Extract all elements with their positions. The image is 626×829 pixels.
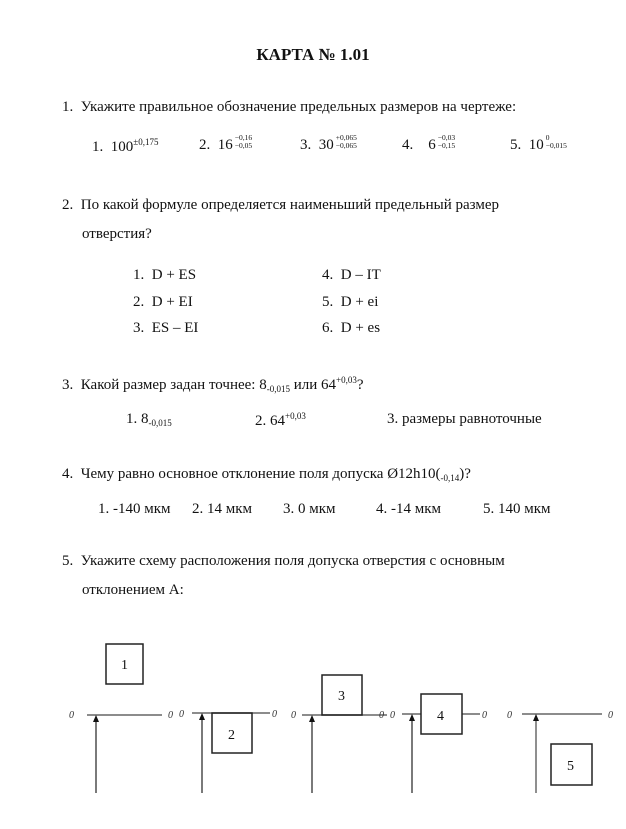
option-text: D + EI bbox=[151, 294, 193, 310]
q4-option-5[interactable]: 5. 140 мкм bbox=[483, 501, 551, 517]
diagram-label: 2 bbox=[228, 728, 235, 743]
upper-deviation: −0,03 bbox=[437, 132, 456, 142]
option-number: 1. bbox=[133, 267, 145, 283]
option-number: 1. bbox=[92, 139, 104, 155]
diagram-label: 1 bbox=[121, 658, 128, 673]
upper-deviation: +0,03 bbox=[336, 375, 357, 385]
zero-line-label: 0 bbox=[69, 710, 74, 721]
option-text: D + ei bbox=[340, 294, 379, 310]
question-text: )? bbox=[459, 466, 471, 482]
tolerance-symmetric: ±0,175 bbox=[133, 137, 159, 147]
option-base: 16 bbox=[217, 137, 233, 153]
zero-line-label: 0 bbox=[482, 710, 487, 721]
diagram-option-5[interactable] bbox=[507, 710, 613, 793]
upper-deviation: −0,16 bbox=[234, 132, 253, 142]
lower-deviation: -0,015 bbox=[148, 418, 172, 428]
diagram-label: 5 bbox=[567, 759, 574, 774]
card-title: КАРТА № 1.01 bbox=[256, 45, 370, 64]
arrowhead-icon bbox=[93, 715, 99, 722]
upper-deviation: +0,03 bbox=[285, 411, 306, 421]
question-number: 3. bbox=[62, 377, 74, 393]
q4-option-4[interactable]: 4. -14 мкм bbox=[376, 501, 442, 517]
option-base: 30 bbox=[318, 137, 334, 153]
option-number: 5. bbox=[322, 294, 334, 310]
diagram-label: 4 bbox=[437, 709, 444, 724]
q4-option-3[interactable]: 3. 0 мкм bbox=[283, 501, 336, 517]
arrowhead-icon bbox=[199, 713, 205, 720]
question-number: 4. bbox=[62, 466, 74, 482]
zero-line-label: 0 bbox=[168, 710, 173, 721]
zero-line-label: 0 bbox=[507, 710, 512, 721]
option-number: 2. bbox=[199, 137, 211, 153]
question-text: или 64 bbox=[289, 377, 337, 393]
option-text: 1. 8 bbox=[126, 411, 149, 427]
zero-line-label: 0 bbox=[608, 710, 613, 721]
diagram-option-4[interactable] bbox=[390, 694, 487, 793]
lower-deviation: -0,015 bbox=[266, 384, 290, 394]
option-number: 6. bbox=[322, 320, 334, 336]
upper-deviation: +0,065 bbox=[335, 132, 357, 142]
option-base: 10 bbox=[528, 137, 544, 153]
question-text-line2: отклонением А: bbox=[82, 582, 184, 598]
option-text: D + es bbox=[340, 320, 381, 336]
question-number: 2. bbox=[62, 197, 74, 213]
q4-option-2[interactable]: 2. 14 мкм bbox=[192, 501, 253, 517]
option-number: 4. bbox=[402, 137, 414, 153]
q4-option-1[interactable]: 1. -140 мкм bbox=[98, 501, 171, 517]
option-text: 3. размеры равноточные bbox=[387, 411, 542, 427]
question-text: Какой размер задан точнее: 8 bbox=[80, 377, 267, 393]
zero-line-label: 0 bbox=[179, 709, 184, 720]
diagram-option-3[interactable] bbox=[291, 675, 387, 793]
question-text-line2: отверстия? bbox=[82, 226, 152, 242]
question-text: Укажите правильное обозначение предельных размеров на чертеже: bbox=[80, 99, 517, 115]
option-number: 5. bbox=[510, 137, 522, 153]
arrowhead-icon bbox=[409, 714, 415, 721]
zero-line-label: 0 bbox=[390, 710, 395, 721]
option-number: 4. bbox=[322, 267, 334, 283]
question-number: 5. bbox=[62, 553, 74, 569]
diagram-label: 3 bbox=[338, 689, 345, 704]
option-text: D + ES bbox=[151, 267, 197, 283]
option-text: 2. 64 bbox=[255, 413, 285, 429]
upper-deviation: 0 bbox=[545, 132, 550, 142]
lower-deviation: -0,14 bbox=[440, 473, 460, 483]
question-text-line1: По какой формуле определяется наименьший предельный размер bbox=[80, 197, 500, 213]
arrowhead-icon bbox=[533, 714, 539, 721]
question-number: 1. bbox=[62, 99, 74, 115]
zero-line-label: 0 bbox=[272, 709, 277, 720]
question-text: ? bbox=[356, 377, 364, 393]
lower-deviation: −0,15 bbox=[437, 140, 456, 150]
question-text-line1: Укажите схему расположения поля допуска отверстия с основным bbox=[80, 553, 505, 569]
option-text: D – IT bbox=[340, 267, 381, 283]
question-text: Чему равно основное отклонение поля допуска Ø12h10( bbox=[80, 466, 441, 482]
lower-deviation: −0,065 bbox=[335, 140, 357, 150]
option-number: 2. bbox=[133, 294, 145, 310]
option-number: 3. bbox=[133, 320, 145, 336]
diagram-option-1[interactable] bbox=[69, 644, 173, 793]
option-base: 6 bbox=[428, 137, 436, 153]
zero-line-label: 0 bbox=[379, 710, 384, 721]
option-number: 3. bbox=[300, 137, 312, 153]
lower-deviation: −0,015 bbox=[545, 140, 567, 150]
option-base: 100 bbox=[110, 139, 134, 155]
lower-deviation: −0,05 bbox=[234, 140, 253, 150]
diagram-option-2[interactable] bbox=[179, 709, 277, 793]
zero-line-label: 0 bbox=[291, 710, 296, 721]
arrowhead-icon bbox=[309, 715, 315, 722]
option-text: ES – EI bbox=[151, 320, 199, 336]
